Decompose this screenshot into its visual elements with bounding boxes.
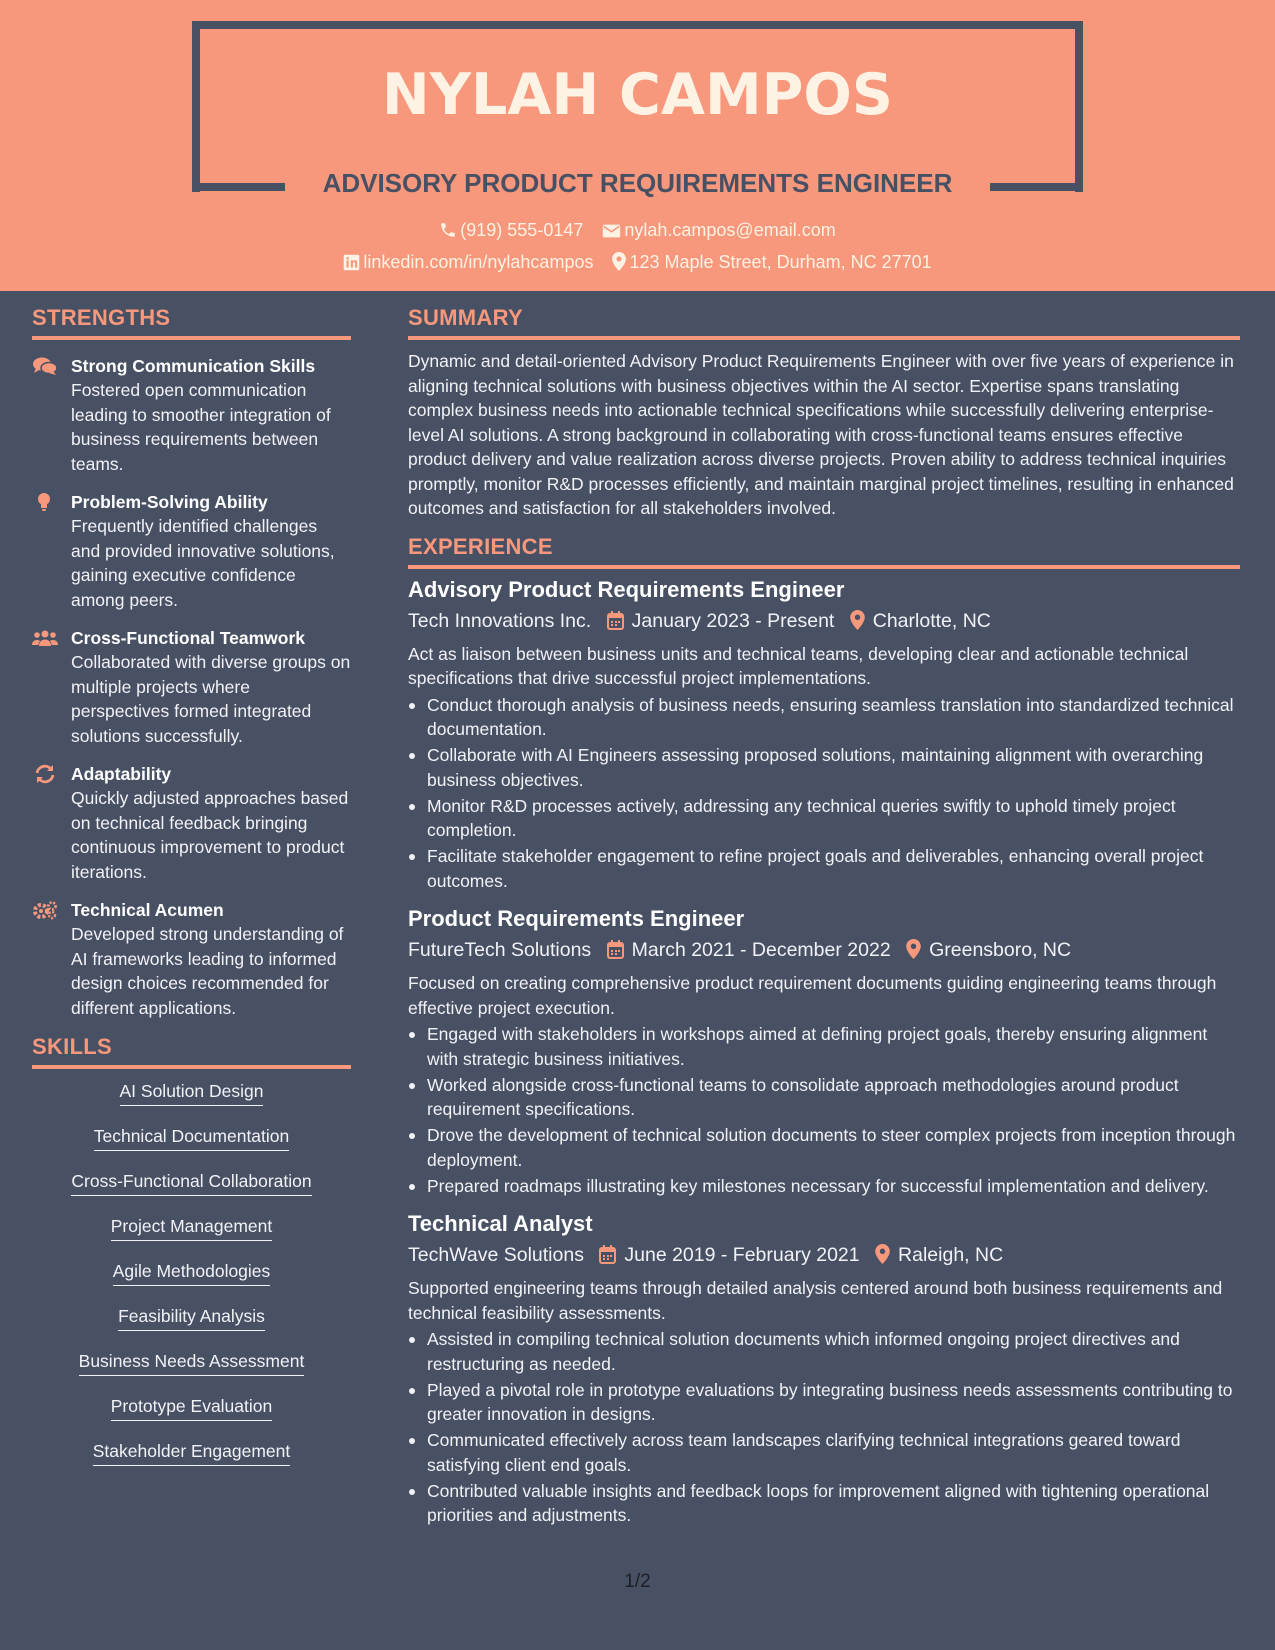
job-company: TechWave Solutions	[408, 1244, 584, 1266]
job-description: Focused on creating comprehensive product requirement documents guiding engineering teams through effective project execution.	[408, 973, 1217, 1018]
address-contact	[612, 252, 931, 273]
job-dates	[607, 935, 891, 965]
job-bullet: Facilitate stakeholder engagement to refine project goals and deliverables, enhancing overall project outcomes.	[408, 844, 1240, 893]
job-bullet: Collaborate with AI Engineers assessing proposed solutions, maintaining alignment with overarching business objectives.	[408, 743, 1240, 792]
job-dates	[607, 606, 835, 636]
job-location	[850, 606, 991, 636]
strength-name: Problem-Solving Ability	[71, 492, 268, 512]
linkedin-contact[interactable]	[343, 252, 593, 273]
skill-tag: Prototype Evaluation	[111, 1396, 273, 1421]
job-meta	[408, 935, 1240, 965]
job-dates-text: June 2019 - February 2021	[624, 1244, 860, 1266]
lightbulb-icon	[32, 492, 58, 512]
job-location-text: Charlotte, NC	[872, 609, 991, 632]
header-band	[0, 0, 1275, 291]
candidate-name: NYLAH CAMPOS	[382, 62, 893, 128]
job-description: Supported engineering teams through detailed analysis centered around both business requirements and technical feasibility assessments.	[408, 1278, 1223, 1323]
map-pin-icon	[612, 252, 626, 271]
calendar-icon	[607, 940, 624, 959]
strength-item	[32, 354, 351, 476]
page-number: 1/2	[624, 1571, 651, 1592]
job-meta	[408, 1240, 1240, 1270]
linkedin-icon	[343, 254, 360, 271]
skills-list	[32, 1081, 351, 1486]
strength-description: Fostered open communication leading to smoother integration of business requirements between teams.	[71, 380, 331, 474]
calendar-icon	[607, 611, 624, 630]
job-bullet: Worked alongside cross-functional teams to consolidate approach methodologies around product requirement specifications.	[408, 1073, 1240, 1122]
strength-description: Developed strong understanding of AI frameworks leading to informed design choices recommended for different applications.	[71, 924, 344, 1018]
job-bullet: Conduct thorough analysis of business needs, ensuring seamless translation into standardized technical documentation.	[408, 693, 1240, 742]
job-title: Technical Analyst	[408, 1211, 593, 1236]
skills-heading: SKILLS	[32, 1034, 351, 1069]
cogs-icon	[32, 900, 58, 920]
job-bullet: Prepared roadmaps illustrating key milestones necessary for successful implementation and delivery.	[408, 1174, 1240, 1199]
users-icon	[32, 628, 58, 648]
address-text: 123 Maple Street, Durham, NC 27701	[629, 252, 932, 272]
left-column	[32, 305, 351, 1486]
map-pin-icon	[906, 939, 921, 959]
strengths-list	[32, 354, 351, 1020]
contact-row-2	[0, 252, 1275, 273]
right-column	[408, 305, 1240, 1529]
job-company: Tech Innovations Inc.	[408, 609, 592, 632]
email-contact[interactable]	[602, 220, 835, 241]
job-entry	[408, 905, 1240, 1198]
phone-icon	[439, 221, 457, 239]
linkedin-text: linkedin.com/in/nylahcampos	[363, 252, 594, 272]
job-bullet: Played a pivotal role in prototype evaluations by integrating business needs assessments contributing to greater innovation in designs.	[408, 1378, 1240, 1427]
job-location-text: Greensboro, NC	[929, 939, 1072, 961]
strength-name: Strong Communication Skills	[71, 356, 316, 376]
skill-tag: Agile Methodologies	[113, 1261, 271, 1286]
job-location-text: Raleigh, NC	[898, 1244, 1004, 1266]
email-text: nylah.campos@email.com	[624, 220, 836, 240]
job-bullets	[408, 693, 1240, 894]
job-bullets	[408, 1022, 1240, 1198]
strengths-heading: STRENGTHS	[32, 305, 351, 340]
skill-tag: Business Needs Assessment	[79, 1351, 305, 1376]
job-description: Act as liaison between business units and technical teams, developing clear and actionable technical specifications that drive successful project implementations.	[408, 643, 1189, 688]
job-location	[906, 935, 1071, 965]
strength-description: Frequently identified challenges and provided innovative solutions, gaining executive confidence among peers.	[71, 516, 335, 610]
contact-row-1	[0, 220, 1275, 241]
job-dates	[599, 1240, 859, 1270]
comments-icon	[32, 356, 58, 376]
strength-name: Adaptability	[71, 764, 172, 784]
map-pin-icon	[875, 1244, 890, 1264]
summary-text: Dynamic and detail-oriented Advisory Product Requirements Engineer with over five years of experience in aligning technical solutions with business objectives within the AI sector. Expertise spans translating complex business needs into actionable technical specifications while successfully delivering enterprise-level AI solutions. A strong background in collaborating with cross-functional teams ensures effective product delivery and value realization across diverse projects. Proven ability to address technical inquiries promptly, monitor R&D processes efficiently, and maintain marginal project timelines, resulting in enhanced outcomes and satisfaction for all stakeholders involved.	[408, 351, 1234, 518]
skill-tag: Technical Documentation	[94, 1126, 290, 1151]
skill-tag: Project Management	[111, 1216, 272, 1241]
job-entry	[408, 1210, 1240, 1528]
sync-icon	[32, 764, 58, 784]
job-company: FutureTech Solutions	[408, 939, 592, 961]
skill-tag: AI Solution Design	[120, 1081, 264, 1106]
skill-tag: Cross-Functional Collaboration	[71, 1171, 311, 1196]
job-title: Product Requirements Engineer	[408, 906, 745, 931]
strength-description: Collaborated with diverse groups on multiple projects where perspectives formed integrated solutions successfully.	[71, 652, 351, 746]
job-title: Advisory Product Requirements Engineer	[408, 576, 845, 602]
summary-heading: SUMMARY	[408, 305, 1240, 340]
job-bullets	[408, 1327, 1240, 1528]
strength-name: Technical Acumen	[71, 900, 224, 920]
job-bullet: Contributed valuable insights and feedback loops for improvement aligned with tightening operational priorities and adjustments.	[408, 1479, 1240, 1528]
phone-contact[interactable]	[439, 220, 583, 241]
strength-item	[32, 898, 351, 1020]
job-location	[875, 1240, 1003, 1270]
phone-text: (919) 555-0147	[460, 220, 584, 240]
job-bullet: Communicated effectively across team landscapes clarifying technical integrations geared toward satisfying client end goals.	[408, 1428, 1240, 1477]
job-bullet: Drove the development of technical solution documents to steer complex projects from inception through deployment.	[408, 1123, 1240, 1172]
skill-tag: Stakeholder Engagement	[93, 1441, 291, 1466]
calendar-icon	[599, 1245, 616, 1264]
job-dates-text: January 2023 - Present	[631, 609, 835, 632]
job-entry	[408, 576, 1240, 894]
strength-item	[32, 490, 351, 612]
strength-item	[32, 626, 351, 748]
map-pin-icon	[850, 610, 865, 630]
job-bullet: Monitor R&D processes actively, addressing any technical queries swiftly to uphold timely project completion.	[408, 794, 1240, 843]
job-dates-text: March 2021 - December 2022	[631, 939, 891, 961]
job-bullet: Engaged with stakeholders in workshops aimed at defining project goals, thereby ensuring alignment with strategic business initiatives.	[408, 1022, 1240, 1071]
job-meta	[408, 606, 1240, 636]
skill-tag: Feasibility Analysis	[118, 1306, 265, 1331]
strength-item	[32, 762, 351, 884]
strength-description: Quickly adjusted approaches based on technical feedback bringing continuous improvement to product iterations.	[71, 788, 349, 882]
envelope-icon	[602, 223, 621, 239]
strength-name: Cross-Functional Teamwork	[71, 628, 306, 648]
candidate-title: ADVISORY PRODUCT REQUIREMENTS ENGINEER	[322, 168, 953, 198]
job-bullet: Assisted in compiling technical solution documents which informed ongoing project directives and restructuring as needed.	[408, 1327, 1240, 1376]
experience-heading: EXPERIENCE	[408, 534, 1240, 569]
